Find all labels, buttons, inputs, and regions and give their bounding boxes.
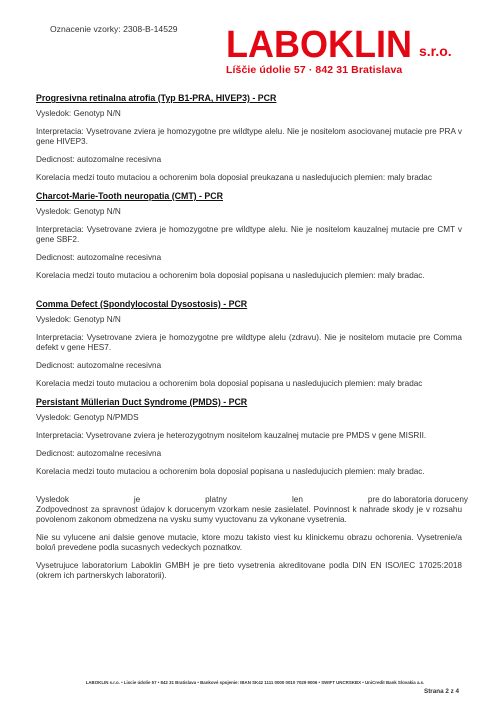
section-inheritance: Dedicnost: autozomalne recesivna xyxy=(36,253,162,262)
validity-word: platny xyxy=(205,495,228,504)
section-inheritance: Dedicnost: autozomalne recesivna xyxy=(36,361,162,370)
section-interpretation: Interpretacia: Vysetrovane zviera je homozygotne pre wildtype alelu. Nie je nositelom kauzalnej mutacie pre CMT v gene SBF2. xyxy=(36,225,462,244)
section-result: Vysledok: Genotyp N/N xyxy=(36,315,121,324)
section-interpretation: Interpretacia: Vysetrovane zviera je homozygotne pre wildtype alelu (zdravu). Nie je nositelom mutacie pre Comma defekt v gene HES7. xyxy=(36,333,462,352)
validity-word: pre do laboratoria doruceny xyxy=(367,495,468,504)
section-result: Vysledok: Genotyp N/PMDS xyxy=(36,413,139,422)
logo-wordmark xyxy=(226,24,462,64)
validity-word: len xyxy=(291,495,303,504)
section-correlation: Korelacia medzi touto mutaciou a ochorenim bola doposial popisana u nasledujucich plemien: maly bradac. xyxy=(36,467,425,476)
report-content xyxy=(36,93,468,589)
section-correlation: Korelacia medzi touto mutaciou a ochorenim bola doposial preukazana u nasledujucich plemien: maly bradac xyxy=(36,173,432,182)
section-comma-defect xyxy=(36,299,462,389)
section-pra xyxy=(36,93,462,183)
svg-text:s.r.o.: s.r.o. xyxy=(419,43,452,59)
section-inheritance: Dedicnost: autozomalne recesivna xyxy=(36,155,162,164)
section-title: Progresivna retinalna atrofia (Typ B1-PRA, HIVEP3) - PCR xyxy=(36,93,277,103)
section-title: Charcot-Marie-Tooth neuropatia (CMT) - PCR xyxy=(36,191,224,201)
validity-word: je xyxy=(133,495,141,504)
laboklin-logo xyxy=(226,24,462,74)
validity-note xyxy=(36,495,468,525)
spacer xyxy=(36,485,462,495)
logo-address: Líščie údolie 57 · 842 31 Bratislava xyxy=(226,64,403,76)
accreditation-text: Vysetrujuce laboratorium Laboklin GMBH je pre tieto vysetrenia akreditovane podla DIN EN ISO/IEC 17025:2018 (okrem ich partnerskych laboratorii). xyxy=(36,561,462,580)
section-result: Vysledok: Genotyp N/N xyxy=(36,109,121,118)
section-title: Comma Defect (Spondylocostal Dysostosis) - PCR xyxy=(36,299,248,309)
page-number: Strana 2 z 4 xyxy=(424,688,459,695)
liability-text: Zodpovednost za spravnost údajov k dorucenym vzorkam nesie zasielatel. Povinnost k nahrade skody je v rozsahu povolenom zakonom obmedzena na vysku sumy vyuctovanu za vykonane vysetrenia. xyxy=(36,505,462,524)
section-interpretation: Interpretacia: Vysetrovane zviera je homozygotne pre wildtype alelu. Nie je nositelom asociovanej mutacie pre PRA v gene HIVEP3. xyxy=(36,127,462,146)
footer-company-info: LABOKLIN s.r.o. • Liscie údolie 57 • 842 31 Bratislava • Bankové spojenie: IBAN SK42 1111 0000 0010 7029 9006 • SWIFT UNCRSKBX • UniCredit Bank Slovakia a.s. xyxy=(85,680,425,685)
section-correlation: Korelacia medzi touto mutaciou a ochorenim bola doposial popisana u nasledujucich plemien: maly bradac. xyxy=(36,271,425,280)
section-result: Vysledok: Genotyp N/N xyxy=(36,207,121,216)
section-cmt xyxy=(36,191,462,281)
section-correlation: Korelacia medzi touto mutaciou a ochorenim bola doposial popisana u nasledujucich plemien: maly bradac xyxy=(36,379,423,388)
sample-id: Oznacenie vzorky: 2308-B-14529 xyxy=(50,24,178,34)
section-inheritance: Dedicnost: autozomalne recesivna xyxy=(36,449,162,458)
validity-word: Vysledok xyxy=(36,495,69,504)
section-title: Persistant Müllerian Duct Syndrome (PMDS) - PCR xyxy=(36,397,248,407)
svg-text:LABOKLIN: LABOKLIN xyxy=(226,24,412,64)
spacer xyxy=(36,289,462,299)
validity-line xyxy=(36,495,468,505)
disclaimer-text: Nie su vylucene ani dalsie genove mutacie, ktore mozu takisto viest ku klinickemu obrazu ochorenia. Vysetrenie/a bolo/i prevedene podla sucasnych vedeckych poznatkov. xyxy=(36,533,462,552)
section-interpretation: Interpretacia: Vysetrovane zviera je heterozygotnym nositelom kauzalnej mutacie pre PMDS v gene MISRII. xyxy=(36,431,427,440)
section-pmds xyxy=(36,397,462,477)
